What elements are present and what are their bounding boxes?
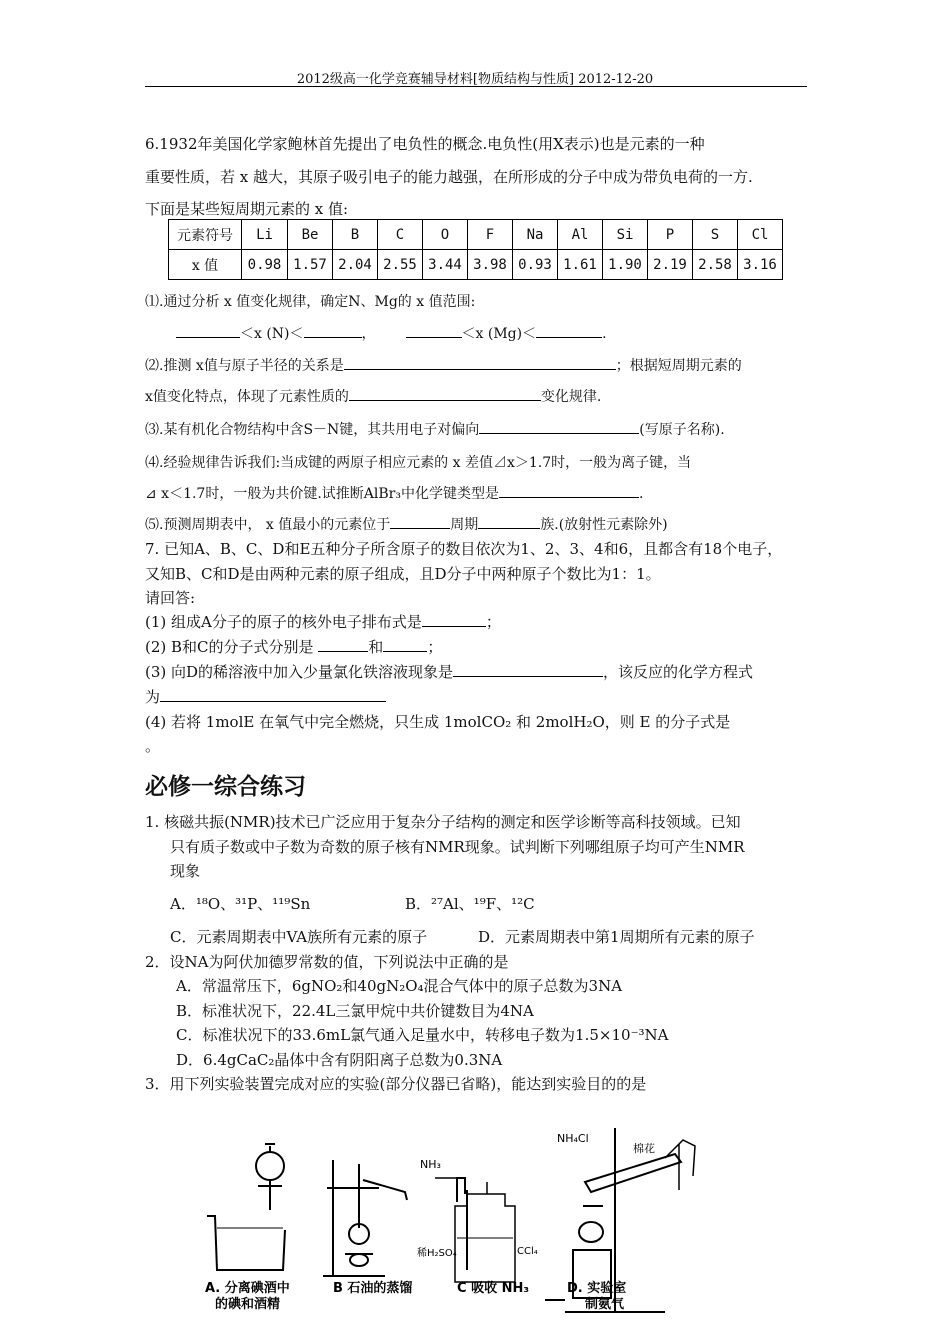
q7-line1: 7. 已知A、B、C、D和E五种分子所含原子的数目依次为1、2、3、4和6，且都含有18个电子，: [145, 540, 783, 558]
blank-field[interactable]: [349, 384, 541, 401]
blank-field[interactable]: [453, 660, 603, 677]
q7-line6: (3) 向D的稀溶液中加入少量氯化铁溶液现象是 ，该反应的化学方程式: [145, 659, 753, 685]
table-cell: F: [468, 220, 513, 250]
mc2-option-a[interactable]: A．常温常压下，6gNO₂和40gN₂O₄混合气体中的原子总数为3NA: [176, 977, 623, 995]
mc1-option-b[interactable]: B．²⁷Al、¹⁹F、¹²C: [405, 895, 535, 913]
blank-field[interactable]: [304, 321, 362, 338]
q7-line8: (4) 若将 1molE 在氧气中完全燃烧，只生成 1molCO₂ 和 2molH₂O，则 E 的分子式是: [145, 713, 731, 731]
q7-line9: 。: [145, 737, 161, 755]
table-cell: 2.58: [693, 250, 738, 280]
table-cell: Si: [603, 220, 648, 250]
q6-part2a: ⑵.推测 x值与原子半径的关系是 ；根据短周期元素的: [145, 353, 742, 379]
blank-field[interactable]: [383, 635, 427, 652]
table-cell: 1.61: [558, 250, 603, 280]
caption-a-line1: A. 分离碘酒中: [205, 1281, 290, 1296]
mc2-option-c[interactable]: C．标准状况下的33.6mL氯气通入足量水中，转移电子数为1.5×10⁻³NA: [176, 1026, 669, 1044]
caption-b: B 石油的蒸馏: [333, 1281, 413, 1296]
apparatus-c: [435, 1178, 515, 1282]
q6-part5: ⑸.预测周期表中， x 值最小的元素位于 周期 族.(放射性元素除外): [145, 512, 668, 538]
blank-field[interactable]: [536, 321, 602, 338]
q6-line2: 重要性质，若 x 越大，其原子吸引电子的能力越强，在所形成的分子中成为带负电荷的一方.: [145, 168, 753, 186]
table-cell: 3.16: [738, 250, 783, 280]
table-cell: 1.57: [288, 250, 333, 280]
q6-part3: ⑶.某有机化合物结构中含S－N键，其共用电子对偏向 (写原子名称).: [145, 417, 725, 443]
blank-field[interactable]: [479, 417, 639, 434]
label-cotton: 棉花: [633, 1142, 655, 1155]
mc2-option-b[interactable]: B．标准状况下，22.4L三氯甲烷中共价键数目为4NA: [176, 1002, 534, 1020]
table-row-symbols: [169, 220, 783, 250]
electronegativity-table: [168, 219, 783, 280]
table-cell: O: [423, 220, 468, 250]
table-cell: Al: [558, 220, 603, 250]
blank-field[interactable]: [390, 512, 450, 529]
apparatus-b: [323, 1160, 407, 1276]
table-header-symbol: 元素符号: [169, 220, 242, 250]
blank-field[interactable]: [478, 512, 540, 529]
label-nh4cl: NH₄Cl: [557, 1132, 589, 1145]
table-cell: 0.93: [513, 250, 558, 280]
mc1-option-a[interactable]: A．¹⁸O、³¹P、¹¹⁹Sn: [170, 895, 311, 913]
section-title: 必修一综合练习: [145, 774, 306, 800]
mc2-option-d[interactable]: D．6.4gCaC₂晶体中含有阴阳离子总数为0.3NA: [176, 1051, 503, 1069]
table-cell: Li: [242, 220, 288, 250]
blank-field[interactable]: [422, 610, 486, 627]
blank-field[interactable]: [499, 481, 639, 498]
table-cell: P: [648, 220, 693, 250]
blank-field[interactable]: [318, 635, 368, 652]
q7-line5: (2) B和C的分子式分别是 和 ；: [145, 634, 442, 660]
label-nh3: NH₃: [420, 1158, 441, 1171]
q7-line2: 又知B、C和D是由两种元素的原子组成，且D分子中两种原子个数比为1：1。: [145, 565, 661, 583]
table-cell: 2.55: [378, 250, 423, 280]
table-cell: 1.90: [603, 250, 648, 280]
q6-line1: 6.1932年美国化学家鲍林首先提出了电负性的概念.电负性(用X表示)也是元素的一种: [145, 135, 705, 153]
table-cell: 0.98: [242, 250, 288, 280]
blank-field[interactable]: [160, 685, 386, 702]
caption-c: C 吸收 NH₃: [457, 1281, 530, 1296]
table-cell: Be: [288, 220, 333, 250]
table-cell: Na: [513, 220, 558, 250]
table-cell: 3.44: [423, 250, 468, 280]
page-header: 2012级高一化学竞赛辅导材料[物质结构与性质] 2012-12-20: [296, 72, 654, 87]
label-ccl4: CCl₄: [517, 1246, 538, 1257]
mc2-stem: 2．设NA为阿伏加德罗常数的值，下列说法中正确的是: [145, 953, 509, 971]
q6-part4a: ⑷.经验规律告诉我们:当成键的两原子相应元素的 x 差值⊿x＞1.7时，一般为离子键，当: [145, 455, 692, 471]
blank-field[interactable]: [406, 321, 462, 338]
table-header-value: x 值: [169, 250, 242, 280]
caption-d-line2: 制氨气: [585, 1297, 625, 1312]
mc1-stem-line2: 只有质子数或中子数为奇数的原子核有NMR现象。试判断下列哪组原子均可产生NMR: [170, 838, 745, 856]
apparatus-figure: [195, 1120, 755, 1320]
q6-part1: ⑴.通过分析 x 值变化规律，确定N、Mg的 x 值范围:: [145, 294, 476, 310]
q7-line7: 为: [145, 684, 386, 710]
table-row-values: [169, 250, 783, 280]
caption-a-line2: 的碘和酒精: [215, 1297, 281, 1312]
table-cell: S: [693, 220, 738, 250]
mc3-stem: 3．用下列实验装置完成对应的实验(部分仪器已省略)，能达到实验目的的是: [145, 1075, 647, 1093]
table-cell: 3.98: [468, 250, 513, 280]
mc1-stem-line1: 1. 核磁共振(NMR)技术已广泛应用于复杂分子结构的测定和医学诊断等高科技领域。已知: [145, 813, 741, 831]
q7-line4: (1) 组成A分子的原子的核外电子排布式是 ；: [145, 609, 501, 635]
caption-d-line1: D. 实验室: [567, 1281, 627, 1296]
q6-part2b: x值变化特点，体现了元素性质的 变化规律.: [145, 384, 601, 410]
table-cell: 2.04: [333, 250, 378, 280]
table-cell: B: [333, 220, 378, 250]
q6-part1-blanks: ＜x (N)＜ ， ＜x (Mg)＜ .: [176, 321, 607, 347]
blank-field[interactable]: [176, 321, 240, 338]
mc1-stem-line3: 现象: [170, 862, 201, 880]
mc1-option-d[interactable]: D．元素周期表中第1周期所有元素的原子: [478, 928, 755, 946]
apparatus-a: [207, 1144, 285, 1270]
table-cell: Cl: [738, 220, 783, 250]
header-rule: [145, 86, 807, 87]
label-h2so4: 稀H₂SO₄: [417, 1248, 457, 1259]
table-cell: 2.19: [648, 250, 693, 280]
blank-field[interactable]: [344, 353, 616, 370]
q7-line3: 请回答:: [145, 589, 196, 607]
mc1-option-c[interactable]: C．元素周期表中VA族所有元素的原子: [170, 928, 428, 946]
q6-line3: 下面是某些短周期元素的 x 值:: [145, 200, 349, 218]
table-cell: C: [378, 220, 423, 250]
q6-part4b: ⊿ x＜1.7时，一般为共价键.试推断AlBr₃中化学键类型是 .: [145, 481, 643, 507]
